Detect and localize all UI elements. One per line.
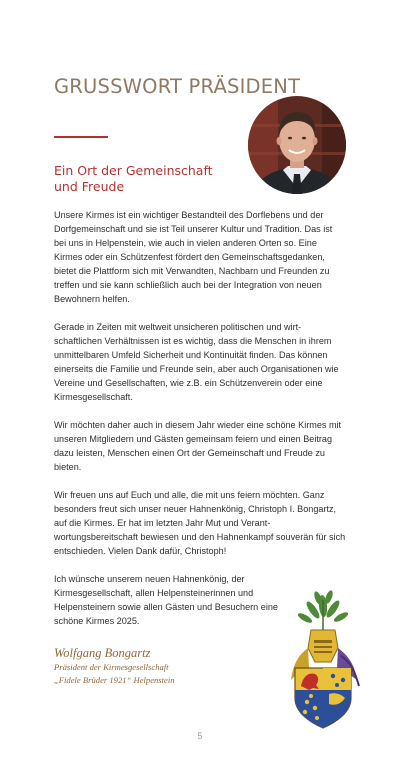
coat-of-arms-icon	[283, 590, 363, 730]
signature-name: Wolfgang Bongartz	[54, 646, 151, 660]
signature-block	[54, 645, 294, 687]
paragraph-1: Unsere Kirmes ist ein wichtiger Bestandteil des Dorflebens und der Dorfgemeinschaft und sie ist Teil unserer Kultur und Tradition. Das ist bei uns in Helpenstein, wie auch in vielen anderen Orten so. Eine Kirmes oder ein Schützenfest fördert den Gemeinschaftsgedanken, bietet die Plattform sich mit Verwandten, Nachbarn und Freunden zu treffen und sie kann schließlich auch bei der Integration von neuen Bewohnern helfen.	[54, 210, 333, 304]
section-heading	[54, 163, 234, 195]
page-title: GRUSSWORT PRÄSIDENT	[54, 75, 301, 99]
section-heading-line-2: und Freude	[54, 179, 125, 194]
page-number: 5	[197, 731, 203, 741]
paragraph-3: Wir möchten daher auch in diesem Jahr wieder eine schöne Kirmes mit unseren Mitgliedern und Gästen gemeinsam feiern und einen Beitrag dazu leisten, Menschen einen Ort der Gemeinschaft und Freude zu bieten.	[54, 420, 342, 472]
article-body	[54, 208, 346, 642]
paragraph-2: Gerade in Zeiten mit weltweit unsicheren politischen und wirtschaftlichen Verhältnissen ist es wichtig, dass die Menschen in ihrem unmittelbaren Umfeld Sicherheit und Kontinuität finden. Das können einerseits die Familie und Freunde sein, aber auch Organisationen wie Vereine und Gesellschaften, wie z.B. ein Schützenverein oder eine Kirmesgesellschaft.	[54, 322, 339, 402]
accent-divider	[54, 136, 108, 138]
signature-organization: „Fidele Brüder 1921“ Helpenstein	[54, 675, 175, 685]
signature-role: Präsident der Kirmesgesellschaft	[54, 662, 169, 672]
portrait-image	[248, 96, 346, 194]
paragraph-4: Wir freuen uns auf Euch und alle, die mit uns feiern möchten. Ganz besonders freut sich unser neuer Hahnenkönig, Christoph I. Bongartz, auf die Kirmes. Er hat im letzten Jahr Mut und Verantwortungsbereitschaft bewiesen und den Hahnenkampf souverän für sich entschieden. Vielen Dank dafür, Christoph!	[54, 490, 346, 556]
section-heading-line-1: Ein Ort der Gemeinschaft	[54, 163, 213, 178]
portrait-photo	[248, 96, 346, 194]
paragraph-5: Ich wünsche unserem neuen Hahnenkönig, der Kirmesgesellschaft, allen Helpensteinerinnen und Helpensteinern sowie allen Gästen und Besuchern eine schöne Kirmes 2025.	[54, 574, 278, 626]
